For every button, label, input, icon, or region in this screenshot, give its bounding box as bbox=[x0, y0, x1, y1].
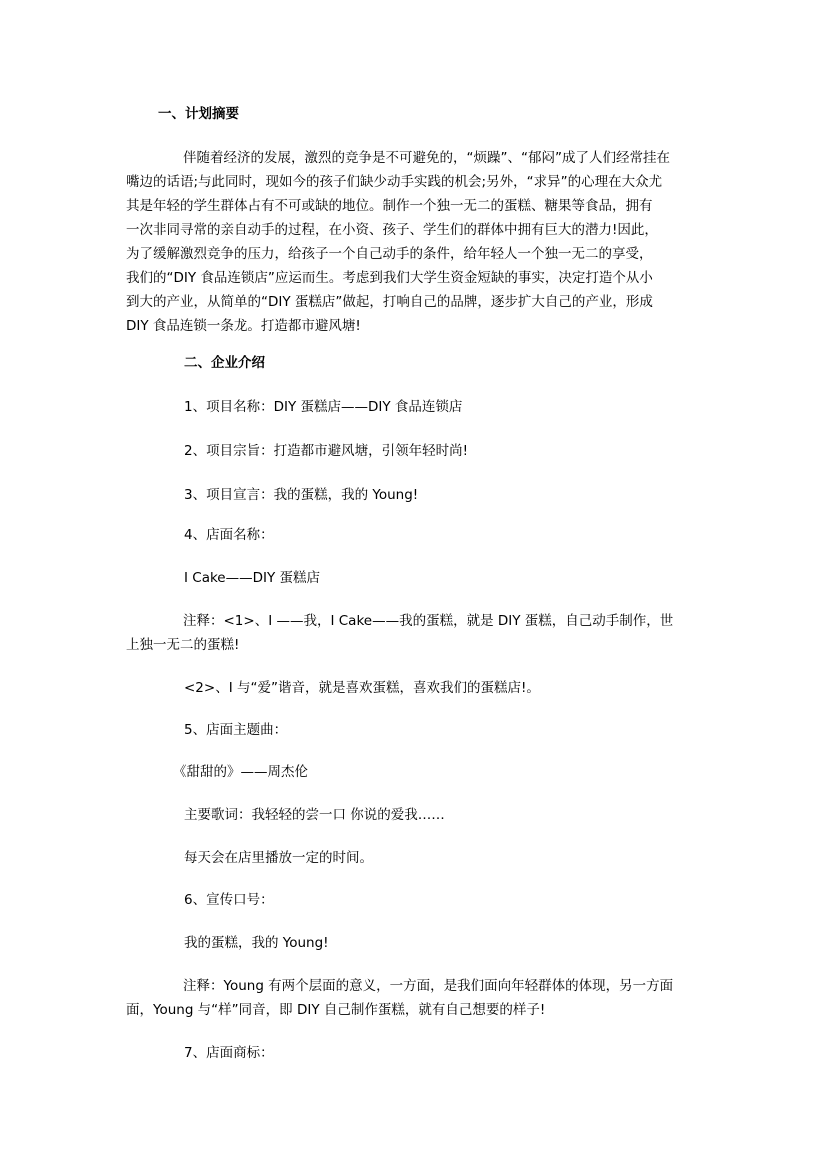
item-theme-song-label: 5、店面主题曲： bbox=[184, 722, 288, 738]
item-project-name: 1、项目名称：DIY 蛋糕店——DIY 食品连锁店 bbox=[184, 399, 463, 415]
paragraph-line: 伴随着经济的发展，激烈的竞争是不可避免的，“烦躁”、“郁闷”成了人们经常挂在 bbox=[183, 150, 670, 166]
slogan-note bbox=[126, 974, 699, 1022]
note-line: 注释：Young 有两个层面的意义，一方面，是我们面向年轻群体的体现，另一方面 bbox=[183, 978, 674, 994]
item-store-logo-label: 7、店面商标： bbox=[184, 1045, 274, 1061]
note-line: 注释：<1>、I ——我，I Cake——我的蛋糕，就是 DIY 蛋糕，自己动手制作，世 bbox=[183, 613, 674, 629]
section-heading-plan-summary: 一、计划摘要 bbox=[158, 106, 239, 122]
paragraph-line: 我们的“DIY 食品连锁店”应运而生。考虑到我们大学生资金短缺的事实，决定打造个从小 bbox=[126, 270, 653, 286]
paragraph-line: 一次非同寻常的亲自动手的过程，在小资、孩子、学生们的群体中拥有巨大的潜力!因此， bbox=[126, 222, 658, 238]
store-name-value: I Cake——DIY 蛋糕店 bbox=[184, 570, 321, 586]
plan-summary-paragraph bbox=[126, 146, 699, 338]
theme-song-title: 《甜甜的》——周杰伦 bbox=[173, 764, 308, 780]
note-line: 上独一无二的蛋糕! bbox=[126, 637, 240, 653]
paragraph-line: 嘴边的话语;与此同时，现如今的孩子们缺少动手实践的机会;另外，“求异”的心理在大众尤 bbox=[126, 174, 663, 190]
note-line: 面，Young 与“样”同音，即 DIY 自己制作蛋糕，就有自己想要的样子! bbox=[126, 1002, 546, 1018]
section-heading-company-intro: 二、企业介绍 bbox=[184, 355, 265, 371]
slogan-value: 我的蛋糕，我的 Young! bbox=[184, 935, 329, 951]
item-project-purpose: 2、项目宗旨：打造都市避风塘，引领年轻时尚! bbox=[184, 443, 469, 459]
store-name-note-1 bbox=[126, 609, 699, 657]
theme-song-lyrics: 主要歌词：我轻轻的尝一口 你说的爱我…… bbox=[184, 807, 445, 823]
paragraph-line: DIY 食品连锁一条龙。打造都市避风塘! bbox=[126, 318, 361, 334]
item-slogan-label: 6、宣传口号： bbox=[184, 892, 274, 908]
store-name-note-2: <2>、I 与“爱”谐音，就是喜欢蛋糕，喜欢我们的蛋糕店!。 bbox=[184, 680, 540, 696]
paragraph-line: 为了缓解激烈竞争的压力，给孩子一个自己动手的条件，给年轻人一个独一无二的享受， bbox=[126, 246, 653, 262]
item-store-name-label: 4、店面名称： bbox=[184, 527, 274, 543]
theme-song-play-note: 每天会在店里播放一定的时间。 bbox=[184, 850, 373, 866]
item-project-declaration: 3、项目宣言：我的蛋糕，我的 Young! bbox=[184, 487, 419, 503]
paragraph-line: 到大的产业，从简单的“DIY 蛋糕店”做起，打响自己的品牌，逐步扩大自己的产业，形成 bbox=[126, 294, 653, 310]
paragraph-line: 其是年轻的学生群体占有不可或缺的地位。制作一个独一无二的蛋糕、糖果等食品，拥有 bbox=[126, 198, 653, 214]
